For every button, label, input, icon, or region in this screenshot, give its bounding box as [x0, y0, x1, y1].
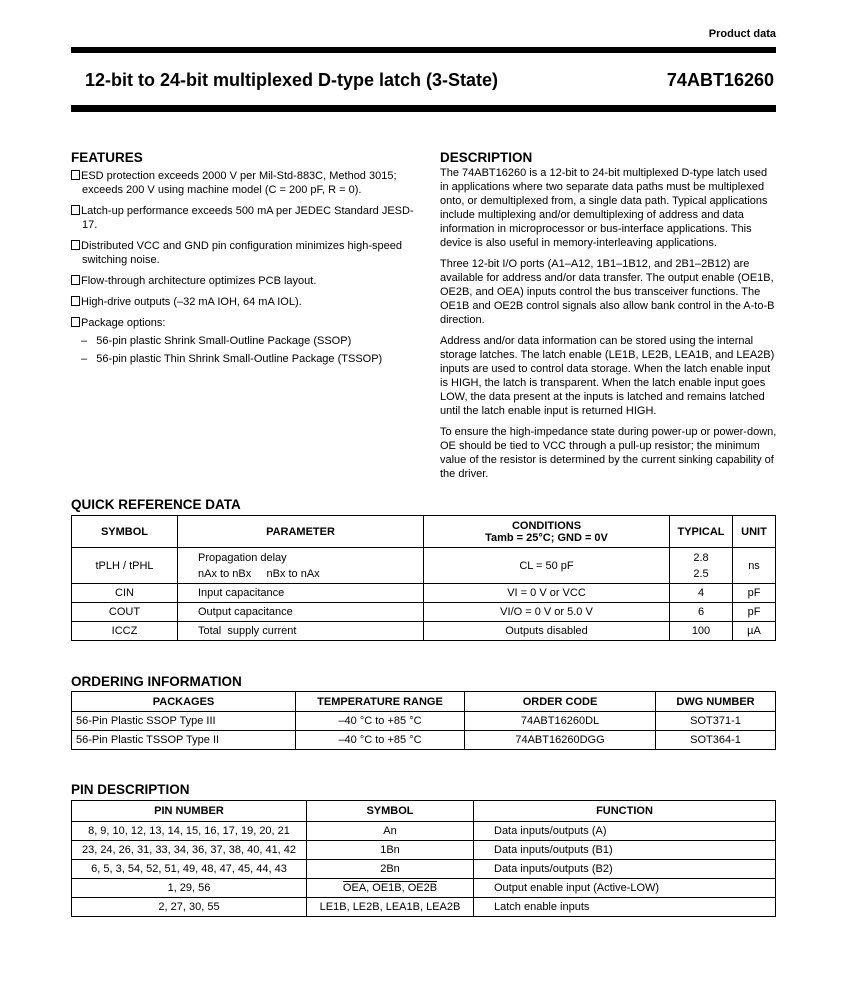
checkbox-bullet-icon	[71, 275, 80, 285]
package-option: – 56-pin plastic Shrink Small-Outline Package (SSOP)	[81, 335, 352, 347]
pin-function-cell: Data inputs/outputs (B1)	[474, 841, 776, 860]
pin-number-cell: 8, 9, 10, 12, 13, 14, 15, 16, 17, 19, 20, 21	[72, 822, 307, 841]
column-header: DWG NUMBER	[656, 692, 776, 712]
order-code-cell: 74ABT16260DGG	[465, 731, 656, 750]
symbol-cell: ICCZ	[72, 622, 178, 641]
description-paragraph: Three 12-bit I/O ports (A1–A12, 1B1–1B12, and 2B1–2B12) are available for address and/or data transfer. The output enable (OE1B, OE2B, and OEA) inputs control the bus transceiver functions. The OE1B and OE2B control signals also allow bank control in the A-to-B direction.	[440, 258, 775, 326]
ordering-table	[71, 691, 776, 750]
typical-cell: 100	[670, 622, 733, 641]
description-paragraph: To ensure the high-impedance state during power-up or power-down, OE should be tied to VCC through a pull-up resistor; the minimum value of the resistor is determined by the current sinking capability of the driver.	[440, 426, 777, 480]
checkbox-bullet-icon	[71, 240, 80, 250]
parameter-cell: Total supply current	[178, 622, 424, 641]
unit-cell: ns	[733, 548, 776, 584]
column-header: ORDER CODE	[465, 692, 656, 712]
description-paragraph: Address and/or data information can be stored using the internal storage latches. The latch enable (LE1B, LE2B, LEA1B, and LEA2B) inputs are used to control data storage. When the latch enable input is HIGH, the latch is transparent. When the latch enable input goes LOW, the data present at the inputs is latched and remains latched until the latch enable input is returned HIGH.	[440, 335, 775, 417]
column-header: UNIT	[733, 516, 776, 548]
checkbox-bullet-icon	[71, 317, 80, 327]
feature-item: Flow-through architecture optimizes PCB layout.	[71, 274, 416, 288]
package-cell: 56-Pin Plastic TSSOP Type II	[72, 731, 296, 750]
column-header: SYMBOL	[307, 801, 474, 822]
unit-cell: pF	[733, 603, 776, 622]
pin-description-heading: PIN DESCRIPTION	[71, 782, 190, 797]
pin-symbol-cell: An	[307, 822, 474, 841]
column-header: PIN NUMBER	[72, 801, 307, 822]
symbol-cell: COUT	[72, 603, 178, 622]
checkbox-bullet-icon	[71, 205, 80, 215]
checkbox-bullet-icon	[71, 296, 80, 306]
table-row	[72, 603, 776, 622]
feature-item: Package options:	[71, 316, 416, 330]
order-code-cell: 74ABT16260DL	[465, 712, 656, 731]
quick-reference-heading: QUICK REFERENCE DATA	[71, 497, 241, 512]
typical-cell: 4	[670, 584, 733, 603]
description-body	[440, 166, 777, 488]
pin-number-cell: 2, 27, 30, 55	[72, 898, 307, 917]
table-row	[72, 584, 776, 603]
pin-number-cell: 23, 24, 26, 31, 33, 34, 36, 37, 38, 40, 41, 42	[72, 841, 307, 860]
pin-symbol-cell: LE1B, LE2B, LEA1B, LEA2B	[307, 898, 474, 917]
drawing-number-cell: SOT371-1	[656, 712, 776, 731]
pin-function-cell: Data inputs/outputs (A)	[474, 822, 776, 841]
package-option: – 56-pin plastic Thin Shrink Small-Outline Package (TSSOP)	[81, 353, 383, 365]
quick-reference-table	[71, 515, 776, 641]
features-list	[71, 169, 416, 370]
ordering-heading: ORDERING INFORMATION	[71, 674, 242, 689]
column-header: TYPICAL	[670, 516, 733, 548]
pin-description-table	[71, 800, 776, 917]
column-header: SYMBOL	[72, 516, 178, 548]
part-number: 74ABT16260	[666, 70, 774, 90]
column-header: CONDITIONS Tamb = 25°C; GND = 0V	[424, 516, 670, 548]
feature-item: High-drive outputs (–32 mA IOH, 64 mA IOL).	[71, 295, 416, 309]
symbol-cell: tPLH / tPHL	[72, 548, 178, 584]
document-title: 12-bit to 24-bit multiplexed D-type latch (3-State)	[85, 70, 499, 90]
temperature-cell: –40 °C to +85 °C	[296, 712, 465, 731]
pin-function-cell: Data inputs/outputs (B2)	[474, 860, 776, 879]
table-row	[72, 841, 776, 860]
table-header-row	[72, 692, 776, 712]
table-row	[72, 622, 776, 641]
table-row	[72, 860, 776, 879]
pin-function-cell: Output enable input (Active-LOW)	[474, 879, 776, 898]
description-heading: DESCRIPTION	[440, 150, 533, 165]
symbol-cell: CIN	[72, 584, 178, 603]
table-row	[72, 822, 776, 841]
table-row	[72, 898, 776, 917]
table-row	[72, 548, 776, 584]
typical-cell: 6	[670, 603, 733, 622]
parameter-cell: Input capacitance	[178, 584, 424, 603]
parameter-cell: Propagation delay nAx to nBx nBx to nAx	[178, 548, 424, 584]
pin-number-cell: 1, 29, 56	[72, 879, 307, 898]
pin-function-cell: Latch enable inputs	[474, 898, 776, 917]
title-rule	[71, 105, 776, 112]
pin-symbol-cell: 2Bn	[307, 860, 474, 879]
table-row	[72, 879, 776, 898]
column-header: TEMPERATURE RANGE	[296, 692, 465, 712]
conditions-cell: Outputs disabled	[424, 622, 670, 641]
pin-number-cell: 6, 5, 3, 54, 52, 51, 49, 48, 47, 45, 44, 43	[72, 860, 307, 879]
feature-item: Distributed VCC and GND pin configuration minimizes high-speed switching noise.	[71, 239, 416, 267]
pin-symbol-cell: OEA, OE1B, OE2B	[307, 879, 474, 898]
column-header: PARAMETER	[178, 516, 424, 548]
conditions-cell: VI/O = 0 V or 5.0 V	[424, 603, 670, 622]
parameter-cell: Output capacitance	[178, 603, 424, 622]
typical-cell: 2.8 2.5	[670, 548, 733, 584]
table-header-row	[72, 516, 776, 548]
table-header-row	[72, 801, 776, 822]
pin-symbol-cell: 1Bn	[307, 841, 474, 860]
features-heading: FEATURES	[71, 150, 143, 165]
conditions-cell: CL = 50 pF	[424, 548, 670, 584]
description-paragraph: The 74ABT16260 is a 12-bit to 24-bit multiplexed D-type latch used in applications where two separate data paths must be multiplexed onto, or demultiplexed from, a single data path. Typical applications include multiplexing and/or demultiplexing of address and data information in microprocessor or bus-interface applications. This device is also useful in memory-interleaving applications.	[440, 167, 768, 249]
table-row	[72, 712, 776, 731]
conditions-cell: VI = 0 V or VCC	[424, 584, 670, 603]
feature-item: ESD protection exceeds 2000 V per Mil-Std-883C, Method 3015; exceeds 200 V using machine model (C = 200 pF, R = 0).	[71, 169, 416, 197]
checkbox-bullet-icon	[71, 170, 80, 180]
table-row	[72, 731, 776, 750]
feature-item: Latch-up performance exceeds 500 mA per JEDEC Standard JESD-17.	[71, 204, 416, 232]
top-rule	[71, 47, 776, 53]
unit-cell: µA	[733, 622, 776, 641]
temperature-cell: –40 °C to +85 °C	[296, 731, 465, 750]
package-cell: 56-Pin Plastic SSOP Type III	[72, 712, 296, 731]
drawing-number-cell: SOT364-1	[656, 731, 776, 750]
unit-cell: pF	[733, 584, 776, 603]
column-header: FUNCTION	[474, 801, 776, 822]
document-type-label: Product data	[708, 28, 776, 40]
column-header: PACKAGES	[72, 692, 296, 712]
